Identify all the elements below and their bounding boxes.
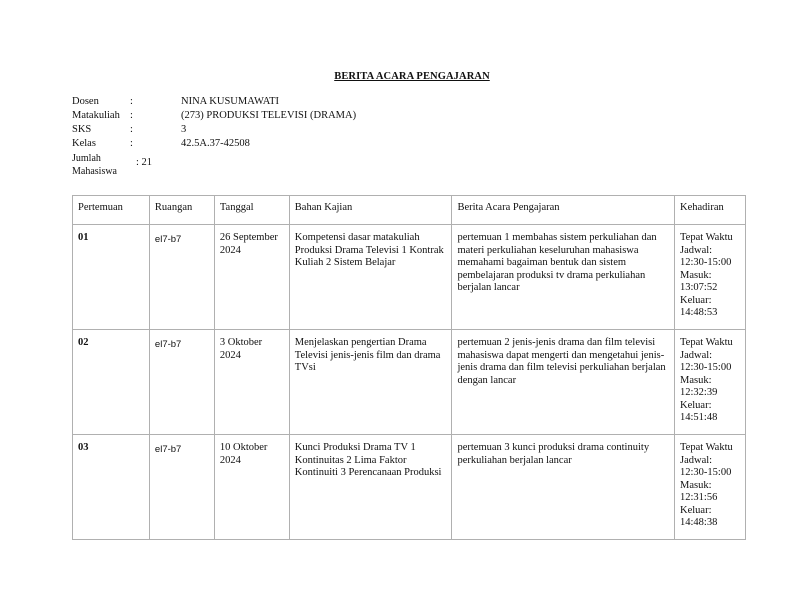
attendance-jadwal: Jadwal: 12:30-15:00 bbox=[680, 454, 732, 478]
meta-value-dosen: NINA KUSUMAWATI bbox=[181, 96, 280, 107]
header-pertemuan: Pertemuan bbox=[73, 196, 150, 225]
table-header-row bbox=[73, 196, 746, 225]
cell-pertemuan: 01 bbox=[73, 225, 150, 330]
cell-kehadiran bbox=[675, 225, 746, 330]
header-bahan-kajian: Bahan Kajian bbox=[289, 196, 452, 225]
attendance-jadwal: Jadwal: 12:30-15:00 bbox=[680, 349, 732, 373]
attendance-status: Tepat Waktu bbox=[680, 337, 733, 348]
meta-value-sks: 3 bbox=[181, 124, 187, 135]
cell-tanggal: 10 Oktober 2024 bbox=[214, 435, 289, 540]
cell-tanggal: 3 Oktober 2024 bbox=[214, 330, 289, 435]
cell-ruangan: el7-b7 bbox=[149, 435, 214, 540]
cell-berita-acara: pertemuan 3 kunci produksi drama continuity perkuliahan berjalan lancar bbox=[452, 435, 675, 540]
attendance-status: Tepat Waktu bbox=[680, 232, 733, 243]
meta-colon: : bbox=[130, 124, 133, 135]
cell-tanggal: 26 September 2024 bbox=[214, 225, 289, 330]
cell-kehadiran bbox=[675, 330, 746, 435]
cell-pertemuan: 03 bbox=[73, 435, 150, 540]
table-row bbox=[73, 330, 746, 435]
meta-colon: : bbox=[130, 138, 133, 149]
attendance-masuk: Masuk: 12:32:39 bbox=[680, 374, 718, 398]
attendance-keluar: Keluar: 14:48:53 bbox=[680, 294, 718, 318]
cell-bahan-kajian: Menjelaskan pengertian Drama Televisi jenis-jenis film dan drama TVsi bbox=[289, 330, 452, 435]
cell-ruangan: el7-b7 bbox=[149, 330, 214, 435]
cell-berita-acara: pertemuan 2 jenis-jenis drama dan film televisi mahasiswa dapat mengerti dan mengetahui jenis-jenis drama dan film televisi perkuliahan berjalan dengan lancar bbox=[452, 330, 675, 435]
meta-value-jumlah: : 21 bbox=[136, 157, 153, 168]
cell-berita-acara: pertemuan 1 membahas sistem perkuliahan dan materi perkuliahan keseluruhan mahasiswa memahami bagaiman bentuk dan sistem pembelajaran produksi tv drama perkuliahan berjalan lancar bbox=[452, 225, 675, 330]
attendance-table bbox=[72, 195, 746, 540]
meta-label-jumlah: Jumlah Mahasiswa bbox=[72, 153, 117, 177]
header-ruangan: Ruangan bbox=[149, 196, 214, 225]
meta-label-kelas: Kelas bbox=[72, 138, 96, 149]
meta-value-matakuliah: (273) PRODUKSI TELEVISI (DRAMA) bbox=[181, 110, 357, 121]
cell-pertemuan: 02 bbox=[73, 330, 150, 435]
document-title: BERITA ACARA PENGAJARAN bbox=[334, 71, 490, 82]
header-kehadiran: Kehadiran bbox=[675, 196, 746, 225]
table-row bbox=[73, 225, 746, 330]
meta-colon: : bbox=[130, 96, 133, 107]
table-row bbox=[73, 435, 746, 540]
header-berita-acara: Berita Acara Pengajaran bbox=[452, 196, 675, 225]
cell-bahan-kajian: Kompetensi dasar matakuliah Produksi Drama Televisi 1 Kontrak Kuliah 2 Sistem Belajar bbox=[289, 225, 452, 330]
attendance-masuk: Masuk: 12:31:56 bbox=[680, 479, 718, 503]
cell-ruangan: el7-b7 bbox=[149, 225, 214, 330]
attendance-status: Tepat Waktu bbox=[680, 442, 733, 453]
meta-label-dosen: Dosen bbox=[72, 96, 99, 107]
attendance-keluar: Keluar: 14:51:48 bbox=[680, 399, 718, 423]
meta-colon: : bbox=[130, 110, 133, 121]
meta-label-sks: SKS bbox=[72, 124, 92, 135]
cell-bahan-kajian: Kunci Produksi Drama TV 1 Kontinuitas 2 Lima Faktor Kontinuiti 3 Perencanaan Produksi bbox=[289, 435, 452, 540]
header-tanggal: Tanggal bbox=[214, 196, 289, 225]
meta-value-kelas: 42.5A.37-42508 bbox=[181, 138, 250, 149]
cell-kehadiran bbox=[675, 435, 746, 540]
meta-label-matakuliah: Matakuliah bbox=[72, 110, 120, 121]
attendance-masuk: Masuk: 13:07:52 bbox=[680, 269, 718, 293]
attendance-jadwal: Jadwal: 12:30-15:00 bbox=[680, 244, 732, 268]
attendance-keluar: Keluar: 14:48:38 bbox=[680, 504, 718, 528]
